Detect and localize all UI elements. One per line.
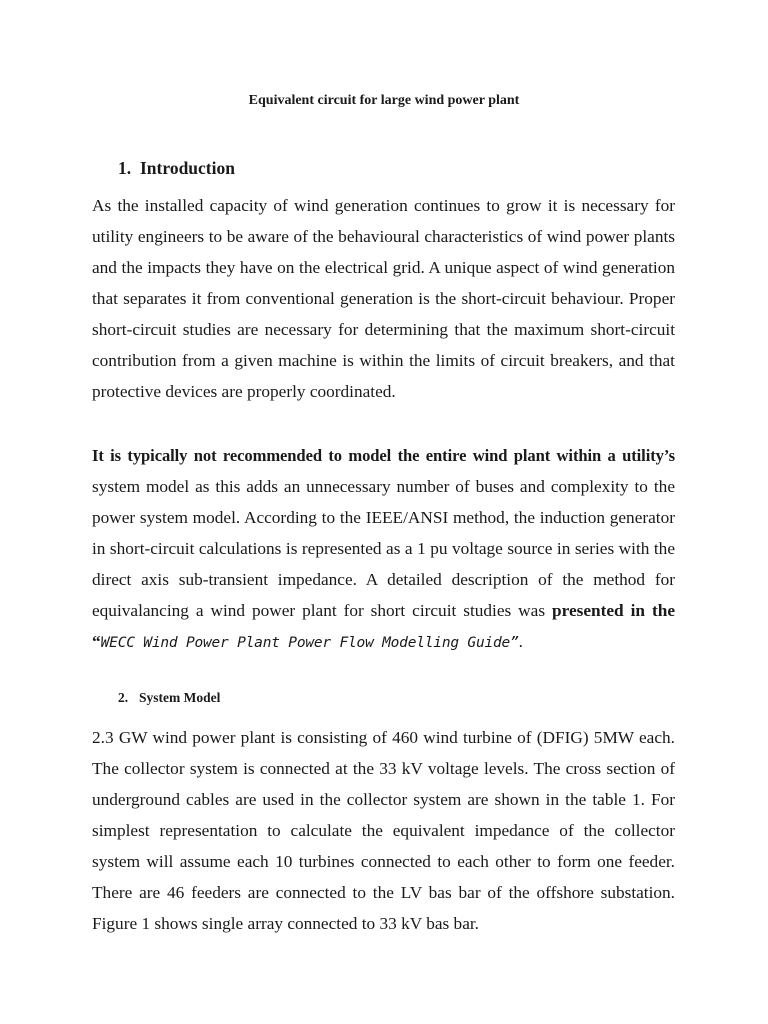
intro-paragraph-2-lead: It is typically not recommended to model the entire wind plant within a utility’s xyxy=(92,446,675,465)
document-title: Equivalent circuit for large wind power plant xyxy=(248,93,520,108)
intro-paragraph-2-end: . xyxy=(518,632,523,651)
section-1-title: Introduction xyxy=(140,158,235,178)
section-2-number: 2. xyxy=(118,690,129,705)
system-model-paragraph: 2.3 GW wind power plant is consisting of 460 wind turbine of (DFIG) 5MW each. The collector system is connected at the 33 kV voltage levels. The cross section of underground cables are used in the collector system are shown in the table 1. For simplest representation to calculate the equivalent impedance of the collector system will assume each 10 turbines connected to each other to form one feeder. There are 46 feeders are connected to the LV bas bar of the offshore substation. Figure 1 shows single array connected to 33 kV bas bar. xyxy=(92,728,675,933)
section-2-title: System Model xyxy=(139,690,221,705)
intro-paragraph-2-presented: presented in the “ xyxy=(92,601,675,651)
section-1-heading xyxy=(118,158,235,179)
intro-paragraph-1: As the installed capacity of wind generation continues to grow it is necessary for utility engineers to be aware of the behavioural characteristics of wind power plants and the impacts they have on the electrical grid. A unique aspect of wind generation that separates it from conventional generation is the short-circuit behaviour. Proper short-circuit studies are necessary for determining that the maximum short-circuit contribution from a given machine is within the limits of circuit breakers, and that protective devices are properly coordinated. xyxy=(92,196,675,401)
intro-paragraph-2-body: system model as this adds an unnecessary number of buses and complexity to the power system model. According to the IEEE/ANSI method, the induction generator in short-circuit calculations is represented as a 1 pu voltage source in series with the direct axis sub-transient impedance. A detailed description of the method for equivalancing a wind power plant for short circuit studies was xyxy=(92,477,675,620)
section-2-heading xyxy=(118,690,220,706)
guide-title: WECC Wind Power Plant Power Flow Modelling Guide” xyxy=(100,635,519,651)
intro-paragraph-2 xyxy=(92,440,675,659)
section-1-number: 1. xyxy=(118,158,132,178)
